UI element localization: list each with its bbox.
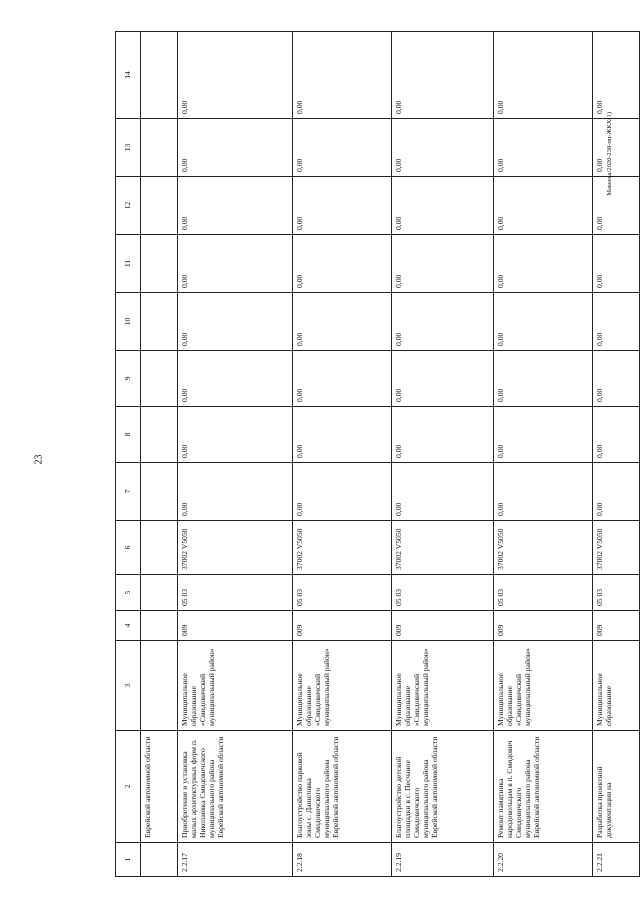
row-value: 0,00 [494,351,593,407]
row-value: 0,00 [593,293,640,351]
row-value: 0,00 [293,119,392,177]
row-value: 0,00 [293,32,392,119]
column-header: 12 [116,177,141,235]
row-name: Разработка проектной документации на [593,731,640,843]
column-header: 7 [116,463,141,521]
table-cell [141,575,178,611]
row-value: 0,00 [494,407,593,463]
row-value: 0,00 [178,235,293,293]
column-header: 2 [116,731,141,843]
table-cell [141,463,178,521]
row-value: 0,00 [293,407,392,463]
row-value: 0,00 [293,177,392,235]
row-value: 0,00 [593,407,640,463]
row-value: 0,00 [293,463,392,521]
table-cell [141,843,178,877]
row-value: 0,00 [494,463,593,521]
row-csr: 37002 V5050 [392,521,494,575]
row-value: 0,00 [392,351,494,407]
table-cell [141,177,178,235]
row-rzpr: 05 03 [293,575,392,611]
table-cell [141,611,178,641]
row-value: 0,00 [392,177,494,235]
row-value: 0,00 [178,32,293,119]
table-cell [141,407,178,463]
table-cell [141,32,178,119]
row-csr: 37002 V5050 [494,521,593,575]
header-row [116,32,141,877]
column-header: 5 [116,575,141,611]
row-value: 0,00 [494,177,593,235]
table-row [178,32,293,877]
column-header: 8 [116,407,141,463]
row-executor: Муниципальное образование «Смидовичский муниципальный район» [178,641,293,731]
row-csr: 37002 V5050 [293,521,392,575]
row-grbs: 009 [392,611,494,641]
table-cell [141,351,178,407]
row-rzpr: 05 03 [593,575,640,611]
document-reference: Макеева/2020-238-пп-ЖКХ(1) [606,112,613,196]
row-value: 0,00 [494,235,593,293]
row-id: 2.2.17 [178,843,293,877]
row-value: 0,00 [178,293,293,351]
row-value: 0,00 [593,119,640,177]
row-value: 0,00 [178,463,293,521]
row-rzpr: 05 03 [392,575,494,611]
row-value: 0,00 [494,119,593,177]
row-value: 0,00 [593,463,640,521]
row-value: 0,00 [494,32,593,119]
row-rzpr: 05 03 [178,575,293,611]
table-row [494,32,593,877]
row-value: 0,00 [593,32,640,119]
column-header: 3 [116,641,141,731]
row-value: 0,00 [293,293,392,351]
row-name: Благоустройство парковой зоны с. Даниловка Смидовичского муниципального района Еврейской автономной области [293,731,392,843]
row-rzpr: 05 03 [494,575,593,611]
row-executor: Муниципальное образование «Смидовичский муниципальный район» [293,641,392,731]
row-value: 0,00 [293,235,392,293]
table-row [593,32,640,877]
row-value: 0,00 [178,351,293,407]
row-value: 0,00 [593,351,640,407]
row-grbs: 009 [593,611,640,641]
table-cell [141,293,178,351]
row-name: Приобретение и установка малых архитектурных форм п. Николаевка Смидовичского муниципального района Еврейской автономной области [178,731,293,843]
column-header: 13 [116,119,141,177]
column-header: 11 [116,235,141,293]
row-value: 0,00 [178,177,293,235]
row-value: 0,00 [593,235,640,293]
row-executor: Муниципальное образование [593,641,640,731]
table-cell [141,119,178,177]
row-grbs: 009 [178,611,293,641]
continuation-row [141,32,178,877]
row-csr: 37002 V5050 [593,521,640,575]
row-value: 0,00 [392,407,494,463]
column-header: 1 [116,843,141,877]
row-name: Благоустройство детской площадки в с. Песчаное Смидовичского муниципального района Еврейской автономной области [392,731,494,843]
row-grbs: 009 [494,611,593,641]
row-value: 0,00 [494,293,593,351]
row-value: 0,00 [392,119,494,177]
table-row [293,32,392,877]
row-value: 0,00 [178,119,293,177]
column-header: 14 [116,32,141,119]
row-value: 0,00 [293,351,392,407]
row-value: 0,00 [392,293,494,351]
row-csr: 37002 V5050 [178,521,293,575]
row-name: Ремонт памятника народовольцам в п. Смидович Смидовичского муниципального района Еврейской автономной области [494,731,593,843]
row-id: 2.2.19 [392,843,494,877]
column-header: 6 [116,521,141,575]
table-cell [141,641,178,731]
table-row [392,32,494,877]
table-cell [141,235,178,293]
table-cell [141,521,178,575]
column-header: 10 [116,293,141,351]
row-value: 0,00 [392,32,494,119]
budget-table [115,31,640,877]
row-value: 0,00 [392,463,494,521]
row-value: 0,00 [178,407,293,463]
row-id: 2.2.20 [494,843,593,877]
row-value: 0,00 [593,177,640,235]
row-executor: Муниципальное образование «Смидовичский муниципальный район» [494,641,593,731]
table-cell: Еврейской автономной области [141,731,178,843]
page-number: 23 [33,454,45,465]
row-grbs: 009 [293,611,392,641]
column-header: 4 [116,611,141,641]
column-header: 9 [116,351,141,407]
row-executor: Муниципальное образование «Смидовичский муниципальный район» [392,641,494,731]
row-value: 0,00 [392,235,494,293]
row-id: 2.2.21 [593,843,640,877]
row-id: 2.2.18 [293,843,392,877]
